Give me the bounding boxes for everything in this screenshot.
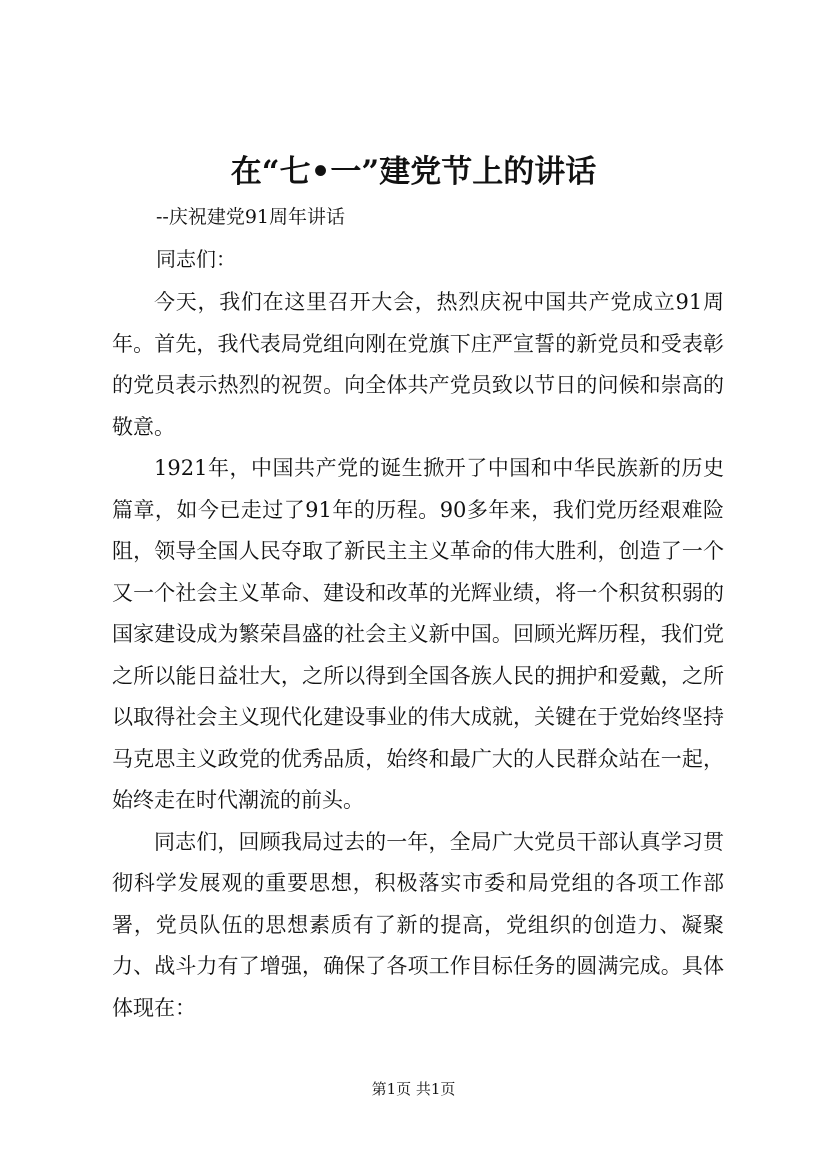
paragraph-3: 同志们，回顾我局过去的一年，全局广大党员干部认真学习贯彻科学发展观的重要思想，积极落实市委和局党组的各项工作部署，党员队伍的思想素质有了新的提高，党组织的创造力、凝聚力、战斗力有了增强，确保了各项工作目标任务的圆满完成。具体体现在：	[112, 829, 724, 1020]
paragraph-1: 今天，我们在这里召开大会，热烈庆祝中国共产党成立91周年。首先，我代表局党组向刚在党旗下庄严宣誓的新党员和受表彰的党员表示热烈的祝贺。向全体共产党员致以节日的问候和崇高的敬意。	[112, 290, 724, 439]
document-body	[112, 282, 724, 1029]
salutation: 同志们：	[156, 247, 236, 271]
document-title: 在“七•一”建党节上的讲话	[230, 154, 597, 190]
page-footer: 第1页 共1页	[371, 1080, 456, 1098]
document-subtitle: --庆祝建党91周年讲话	[156, 206, 346, 228]
paragraph-2: 1921年，中国共产党的诞生掀开了中国和中华民族新的历史篇章，如今已走过了91年的历程。90多年来，我们党历经艰难险阻，领导全国人民夺取了新民主主义革命的伟大胜利，创造了一个又一个社会主义革命、建设和改革的光辉业绩，将一个积贫积弱的国家建设成为繁荣昌盛的社会主义新中国。回顾光辉历程，我们党之所以能日益壮大，之所以得到全国各族人民的拥护和爱戴，之所以取得社会主义现代化建设事业的伟大成就，关键在于党始终坚持马克思主义政党的优秀品质，始终和最广大的人民群众站在一起，始终走在时代潮流的前头。	[112, 456, 724, 812]
